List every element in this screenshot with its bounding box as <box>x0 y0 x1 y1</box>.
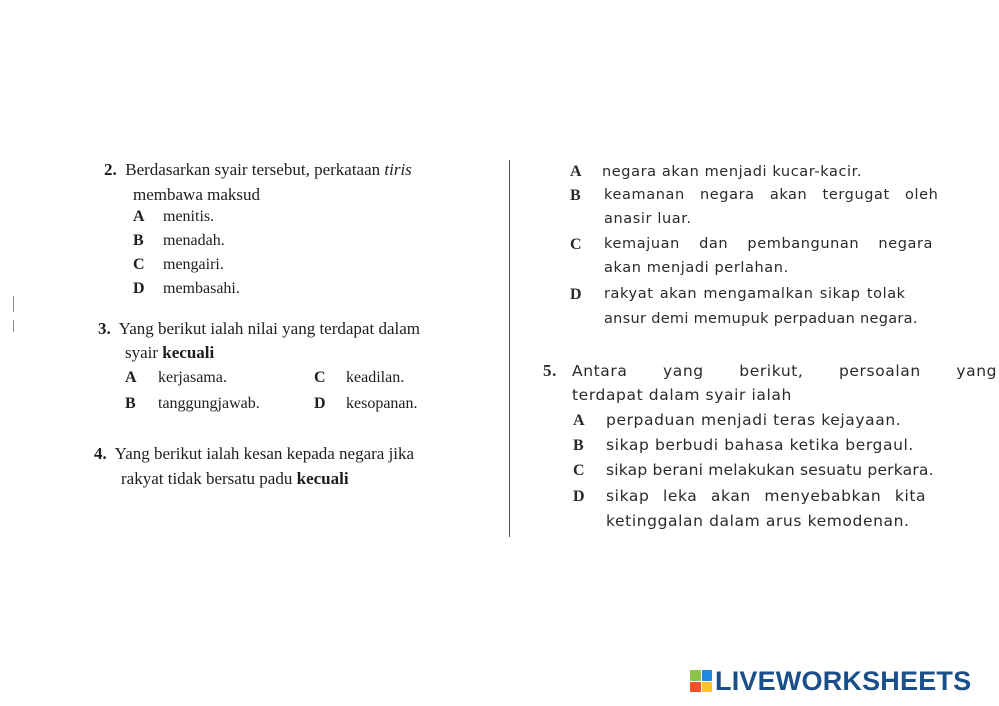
option-text: sikap leka akan menyebabkan kita <box>606 487 927 505</box>
option-text: negara akan menjadi kucar-kacir. <box>602 164 863 180</box>
option-letter: B <box>570 187 581 204</box>
option-d[interactable] <box>133 280 240 298</box>
option-text: sikap berani melakukan sesuatu perkara. <box>606 461 934 479</box>
option-letter: C <box>314 369 326 386</box>
italic-term: tiris <box>384 160 412 179</box>
option-text: menitis. <box>163 208 215 225</box>
option-d[interactable] <box>573 487 926 506</box>
option-text-line: kemajuan dan pembangunan negara <box>604 236 934 252</box>
question-3 <box>98 319 420 339</box>
option-text: kerjasama. <box>158 369 227 386</box>
question-text: Antara yang berikut, persoalan yang <box>572 362 998 380</box>
option-letter: D <box>573 488 585 505</box>
option-letter: C <box>570 236 582 253</box>
question-3-line2 <box>125 343 214 363</box>
option-b[interactable] <box>570 187 604 205</box>
option-letter: A <box>570 163 582 180</box>
option-letter: C <box>133 256 145 273</box>
logo-text: LIVEWORKSHEETS <box>715 665 972 696</box>
option-d[interactable] <box>570 286 604 304</box>
question-4-line2 <box>121 469 349 489</box>
option-text-line: anasir luar. <box>604 211 692 227</box>
question-2-line2: membawa maksud <box>133 185 260 204</box>
question-number: 5. <box>543 361 557 380</box>
question-text: rakyat tidak bersatu padu <box>121 469 293 488</box>
option-text: membasahi. <box>163 280 240 297</box>
option-text-line: ketinggalan dalam arus kemodenan. <box>606 512 910 530</box>
option-letter: A <box>133 208 145 225</box>
option-letter: D <box>314 395 326 412</box>
option-c[interactable] <box>573 461 934 480</box>
question-text: terdapat dalam syair ialah <box>572 386 792 404</box>
option-c[interactable] <box>570 236 604 254</box>
option-text: menadah. <box>163 232 225 249</box>
question-text: Berdasarkan syair tersebut, perkataan <box>125 160 381 179</box>
option-text-line: akan menjadi perlahan. <box>604 260 789 276</box>
option-text: kesopanan. <box>346 395 418 412</box>
question-number: 2. <box>104 160 117 179</box>
option-a[interactable] <box>125 369 227 387</box>
option-letter: D <box>570 286 582 303</box>
question-number: 3. <box>98 319 111 338</box>
option-text-line: keamanan negara akan tergugat oleh <box>604 187 939 203</box>
option-b[interactable] <box>573 436 914 455</box>
option-letter: B <box>573 437 584 454</box>
question-text: Yang berikut ialah nilai yang terdapat dalam <box>118 319 420 338</box>
option-c[interactable] <box>314 369 404 387</box>
option-text <box>604 187 938 203</box>
option-b[interactable] <box>133 232 225 250</box>
option-letter: A <box>125 369 137 386</box>
option-text: mengairi. <box>163 256 224 273</box>
bold-keyword: kecuali <box>162 343 215 362</box>
scan-mark <box>13 296 14 312</box>
option-letter: A <box>573 412 585 429</box>
option-a[interactable] <box>133 208 214 226</box>
option-a[interactable] <box>570 163 862 181</box>
liveworksheets-logo[interactable] <box>690 666 971 696</box>
option-text: perpaduan menjadi teras kejayaan. <box>606 411 902 429</box>
question-text: syair <box>125 343 159 362</box>
option-text: keadilan. <box>346 369 405 386</box>
option-text: tanggungjawab. <box>158 395 260 412</box>
option-c[interactable] <box>133 256 224 274</box>
option-letter: B <box>125 395 136 412</box>
option-text: sikap berbudi bahasa ketika bergaul. <box>606 436 914 454</box>
question-4 <box>94 444 414 464</box>
option-b[interactable] <box>125 395 260 413</box>
option-letter: C <box>573 462 585 479</box>
question-5 <box>543 361 557 381</box>
option-letter: D <box>133 280 145 297</box>
option-d[interactable] <box>314 395 418 413</box>
option-a[interactable] <box>573 411 901 430</box>
question-2 <box>104 160 412 180</box>
scan-mark <box>13 320 14 332</box>
question-text: Yang berikut ialah kesan kepada negara jika <box>114 444 415 463</box>
option-text-line: rakyat akan mengamalkan sikap tolak <box>604 286 906 302</box>
option-text-line: ansur demi memupuk perpaduan negara. <box>604 311 918 327</box>
bold-keyword: kecuali <box>296 469 349 488</box>
column-divider <box>509 160 510 537</box>
question-number: 4. <box>94 444 107 463</box>
liveworksheets-logo-icon <box>690 670 712 692</box>
option-letter: B <box>133 232 144 249</box>
